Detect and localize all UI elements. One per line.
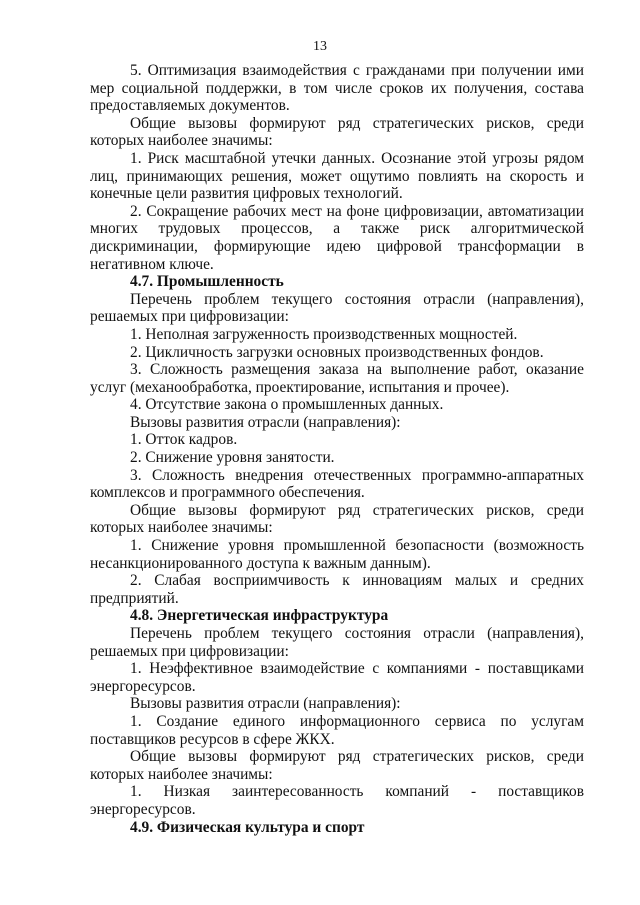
list-item: 3. Сложность внедрения отечественных программно-аппаратных комплексов и программного обеспечения. xyxy=(90,466,584,502)
paragraph: Вызовы развития отрасли (направления): xyxy=(130,413,401,431)
paragraph: Общие вызовы формируют ряд стратегических рисков, среди которых наиболее значимы: xyxy=(90,501,584,537)
list-item: 1. Риск масштабной утечки данных. Осознание этой угрозы рядом лиц, принимающих решения, может ощутимо повлиять на скорость и конечные цели развития цифровых технологий. xyxy=(90,149,584,203)
paragraph: Общие вызовы формируют ряд стратегических рисков, среди которых наиболее значимы: xyxy=(90,748,584,783)
paragraph: Перечень проблем текущего состояния отрасли (направления), решаемых при цифровизации: xyxy=(90,290,584,326)
page-content xyxy=(90,62,584,836)
paragraph: 5. Оптимизация взаимодействия с гражданами при получении ими мер социальной поддержки, в том числе сроков их получения, состава предоставляемых документов. xyxy=(90,62,584,115)
list-item: 2. Слабая восприимчивость к инновациям малых и средних предприятий. xyxy=(90,572,584,607)
list-item: 1. Создание единого информационного сервиса по услугам поставщиков ресурсов в сфере ЖКХ. xyxy=(90,712,584,748)
list-item: 2. Сокращение рабочих мест на фоне цифровизации, автоматизации многих трудовых процессов, а также риск алгоритмической дискриминации, формирующие идею цифровой трансформации в негативном ключе. xyxy=(90,202,584,273)
list-item: 1. Низкая заинтересованность компаний - поставщиков энергоресурсов. xyxy=(90,783,584,818)
paragraph: Общие вызовы формируют ряд стратегических рисков, среди которых наиболее значимы: xyxy=(90,114,584,150)
section-heading: 4.9. Физическая культура и спорт xyxy=(130,818,365,836)
list-item: 1. Снижение уровня промышленной безопасности (возможность несанкционированного доступа к важным данным). xyxy=(90,537,584,572)
page-number: 13 xyxy=(313,39,327,54)
list-item: 4. Отсутствие закона о промышленных данных. xyxy=(130,396,444,414)
section-heading: 4.7. Промышленность xyxy=(130,273,284,291)
list-item: 2. Снижение уровня занятости. xyxy=(130,449,335,467)
paragraph: Перечень проблем текущего состояния отрасли (направления), решаемых при цифровизации: xyxy=(90,625,584,660)
list-item: 1. Неполная загруженность производственных мощностей. xyxy=(130,325,518,343)
list-item: 2. Цикличность загрузки основных производственных фондов. xyxy=(130,343,544,361)
list-item: 3. Сложность размещения заказа на выполнение работ, оказание услуг (механообработка, проектирование, испытания и прочее). xyxy=(90,361,584,396)
list-item: 1. Неэффективное взаимодействие с компаниями - поставщиками энергоресурсов. xyxy=(90,660,584,695)
section-heading: 4.8. Энергетическая инфраструктура xyxy=(130,607,389,625)
list-item: 1. Отток кадров. xyxy=(130,431,238,449)
paragraph: Вызовы развития отрасли (направления): xyxy=(130,695,401,713)
